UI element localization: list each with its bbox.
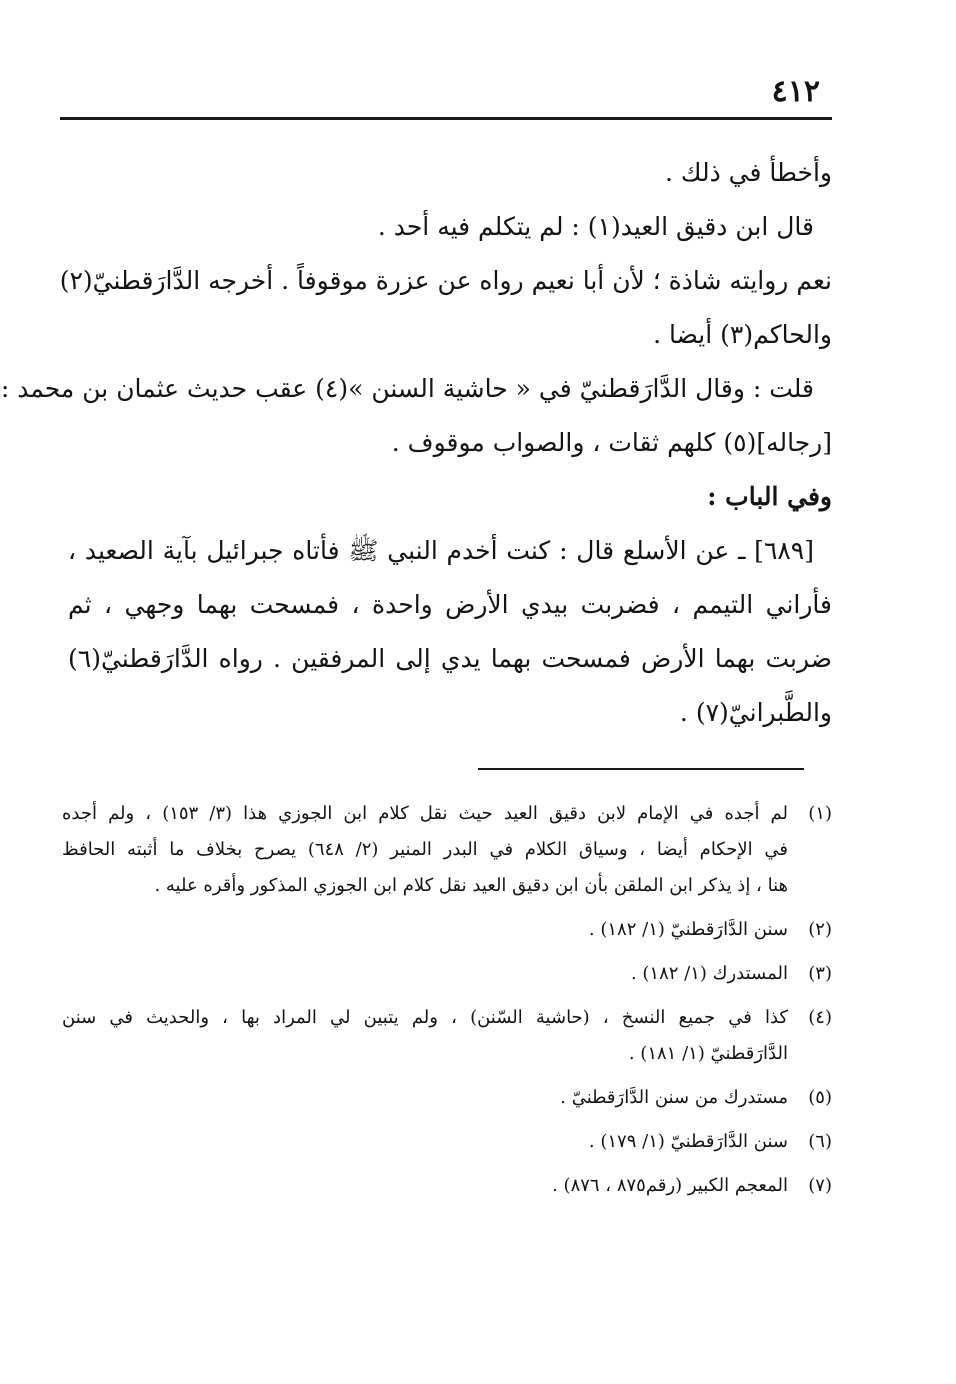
footnotes (62, 796, 832, 1212)
hadith-line: فأراني التيمم ، فضربت بيدي الأرض واحدة ، فمسحت بهما وجهي ، ثم (68, 590, 832, 619)
footnote-number: (١) (808, 803, 832, 824)
footnote-6 (62, 1124, 832, 1160)
body-line: [رجاله](٥) كلهم ثقات ، والصواب موقوف . (391, 428, 832, 457)
footnote-4 (62, 1000, 832, 1072)
body-line: نعم روايته شاذة ؛ لأن أبا نعيم رواه عن عزرة موقوفاً . أخرجه الدَّارَقطنيّ(٢) (59, 266, 832, 295)
footnote-3 (62, 956, 832, 992)
footnote-line: مستدرك من سنن الدَّارَقطنيّ . (560, 1087, 788, 1108)
footnote-line: في الإحكام أيضا ، وسياق الكلام في البدر المنير (٢/ ٦٤٨) يصرح بخلاف ما أثبته الحافظ (62, 839, 788, 860)
footnote-number: (٧) (808, 1175, 832, 1196)
footnote-number: (٦) (808, 1131, 832, 1152)
body-line: قال ابن دقيق العيد(١) : لم يتكلم فيه أحد . (377, 212, 814, 241)
footnote-5 (62, 1080, 832, 1116)
footnote-7 (62, 1168, 832, 1204)
footnote-1 (62, 796, 832, 904)
footnote-line: هنا ، إذ يذكر ابن الملقن بأن ابن دقيق العيد نقل كلام ابن الجوزي المذكور وأقره عليه . (154, 875, 788, 896)
hadith-line: والطَّبرانيّ(٧) . (679, 698, 832, 727)
footnote-2 (62, 912, 832, 948)
footnote-line: سنن الدَّارَقطنيّ (١/ ١٨٢) . (588, 919, 788, 940)
main-text (0, 146, 832, 740)
hadith-line: ضربت بهما الأرض فمسحت بهما يدي إلى المرفقين . رواه الدَّارَقطنيّ(٦) (68, 644, 832, 673)
body-line: قلت : وقال الدَّارَقطنيّ في « حاشية السنن »(٤) عقب حديث عثمان بن محمد : (0, 374, 814, 403)
footnote-line: كذا في جميع النسخ ، (حاشية السّنن) ، ولم يتبين لي المراد بها ، والحديث في سنن (62, 1007, 788, 1028)
body-line: والحاكم(٣) أيضا . (653, 320, 832, 349)
footnote-line: الدَّارَقطنيّ (١/ ١٨١) . (628, 1043, 788, 1064)
body-line: وأخطأ في ذلك . (665, 158, 832, 187)
section-heading: وفي الباب : (707, 482, 832, 511)
footnote-divider (478, 768, 804, 770)
page-number: ٤١٢ (771, 74, 820, 109)
footnote-line: المستدرك (١/ ١٨٢) . (630, 963, 788, 984)
footnote-number: (٣) (808, 963, 832, 984)
footnote-number: (٢) (808, 919, 832, 940)
footnote-line: المعجم الكبير (رقم٨٧٥ ، ٨٧٦) . (552, 1175, 788, 1196)
footnote-line: لم أجده في الإمام لابن دقيق العيد حيث نقل كلام ابن الجوزي هذا (٣/ ١٥٣) ، ولم أجده (62, 803, 788, 824)
header-divider (60, 117, 832, 120)
footnote-number: (٥) (808, 1087, 832, 1108)
footnote-number: (٤) (808, 1007, 832, 1028)
footnote-line: سنن الدَّارَقطنيّ (١/ ١٧٩) . (588, 1131, 788, 1152)
hadith-line: [٦٨٩] ـ عن الأسلع قال : كنت أخدم النبي ﷺ فأتاه جبرائيل بآية الصعيد ، (68, 536, 814, 565)
